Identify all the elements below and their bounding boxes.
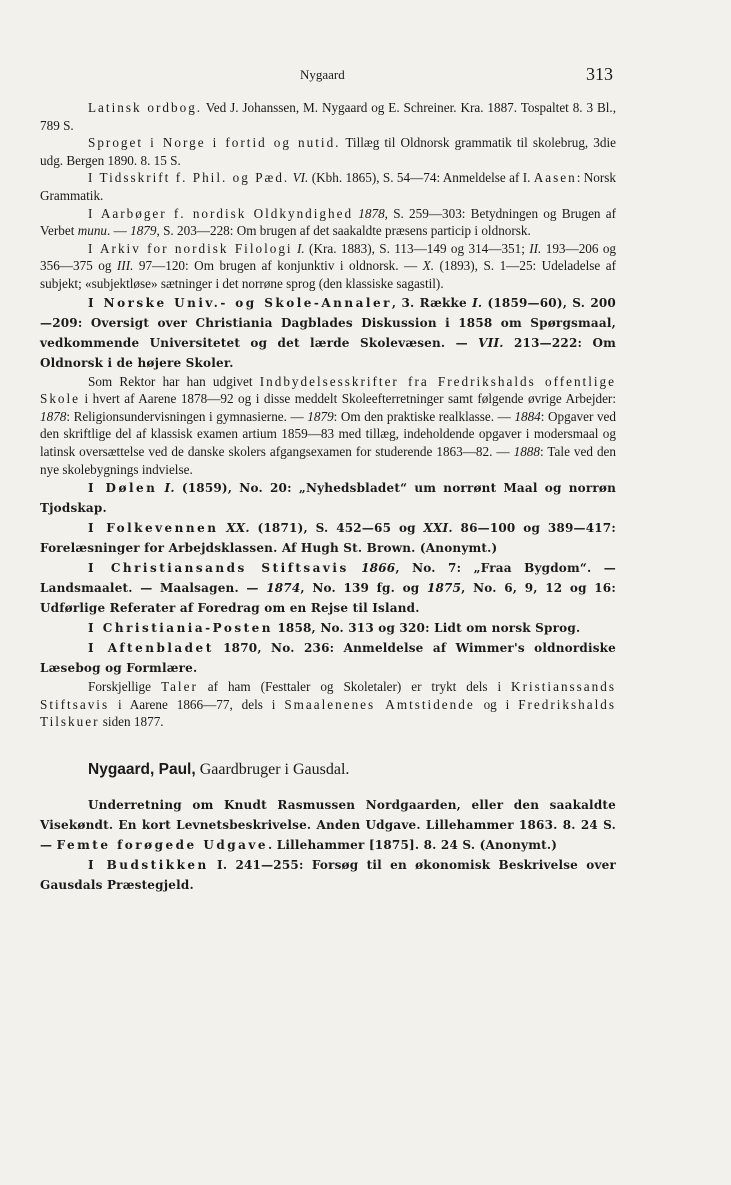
entry-aftenbladet: I Aftenbladet 1870, No. 236: Anmeldelse af Wimmer's oldnordiske Læsebog og Formlære. — [40, 641, 617, 676]
entry-folkevennen: I Folkevennen XX. (1871), S. 452—65 og XXI. 86—100 og 389—417: Forelæsninger for Arbejdsklassen. Af Hugh St. Brown. (Anonymt.) — [40, 521, 616, 556]
person-heading — [40, 759, 616, 781]
entry-christiania-posten: I Christiania-Posten 1858, No. 313 og 320: Lidt om norsk Sprog. — [88, 621, 581, 636]
section-gap — [40, 731, 616, 751]
page-header — [0, 64, 731, 86]
running-head: Nygaard — [300, 67, 345, 82]
entry-latinsk-ordbog: Latinsk ordbog. Ved J. Johanssen, M. Nygaard og E. Schreiner. Kra. 1887. Tospaltet 8. 3 Bl., 789 S. — [40, 100, 616, 133]
entry-norske-annaler: I Norske Univ.- og Skole-Annaler, 3. Række I. (1859—60), S. 200—209: Oversigt over Christiania Dagblades Diskussion i 1858 om Spørgsmaal, vedkommende Universitetet og det lærde Skolevæsen. — VII. 213—222: Om Oldnorsk i de højere Skoler. — [40, 295, 616, 370]
entry-sproget-i-norge: Sproget i Norge i fortid og nutid. Tillæg til Oldnorsk grammatik til skolebrug, 3die udg. Bergen 1890. 8. 15 S. — [40, 135, 616, 168]
entry-underretning: Underretning om Knudt Rasmussen Nordgaarden, eller den saakaldte Visekøndt. En kort Levnetsbeskrivelse. Anden Udgave. Lillehammer 1863. 8. 24 S. — Femte forøgede Udgave. Lillehammer [1875]. 8. 24 S. (Anonymt.) — [40, 797, 616, 852]
entry-indbydelsesskrifter: Som Rektor har han udgivet Indbydelsesskrifter fra Fredrikshalds offentlige Skole i hvert af Aarene 1878—92 og i disse meddelt Skoleefterretninger samt følgende øvrige Arbejder: 1878: Religionsundervisningen i gymnasierne. — 1879: Om den praktiske realklasse. — 1884: Opgaver ved den skriftlige del af klassisk examen artium 1859—83 med tillæg, indeholdende opgaver i modersmaal og latinsk oversættelse ved de danske skolers afgangsexamen for studerende 1863—82. — 1888: Tale ved den nye skolebygnings indvielse. — [40, 373, 617, 477]
page-number: 313 — [586, 64, 613, 84]
page-body — [40, 99, 616, 895]
entry-taler: Forskjellige Taler af ham (Festtaler og Skoletaler) er trykt dels i Kristianssands Stiftsavis i Aarene 1866—77, dels i Smaalenenes Amtstidende og i Fredrikshalds Tilskuer siden 1877. — [40, 679, 616, 730]
entry-tidsskrift-phil-paed: I Tidsskrift f. Phil. og Pæd. VI. (Kbh. 1865), S. 54—74: Anmeldelse af I. Aasen: Norsk Grammatik. — [40, 170, 617, 203]
person-name: Nygaard, Paul, — [88, 760, 196, 778]
entry-aarboger: I Aarbøger f. nordisk Oldkyndighed 1878, S. 259—303: Betydningen og Brugen af Verbet munu. — 1879, S. 203—228: Om brugen af det saakaldte præsens particip i oldnorsk. — [40, 205, 616, 239]
entry-dolen: I Dølen I. (1859), No. 20: „Nyhedsbladet“ um norrønt Maal og norrøn Tjodskap. — [40, 481, 616, 516]
entry-arkiv-nordisk-filologi: I Arkiv for nordisk Filologi I. (Kra. 1883), S. 113—149 og 314—351; II. 193—206 og 356—375 og III. 97—120: Om brugen af konjunktiv i oldnorsk. — X. (1893), S. 1—25: Udeladelse af subjekt; «subjektløse» sætninger i det norrøne sprog (den klassiske sagastil). — [40, 240, 617, 291]
entry-budstikken: I Budstikken I. 241—255: Forsøg til en økonomisk Beskrivelse over Gausdals Præstegjeld. — [40, 857, 616, 892]
entry-stiftsavis: I Christiansands Stiftsavis 1866, No. 7: „Fraa Bygdom“. — Landsmaalet. — Maalsagen. — 1874, No. 139 fg. og 1875, No. 6, 9, 12 og 16: Udførlige Referater af Foredrag om en Rejse til Island. — [40, 561, 616, 616]
person-description: Gaardbruger i Gausdal. — [195, 760, 350, 778]
